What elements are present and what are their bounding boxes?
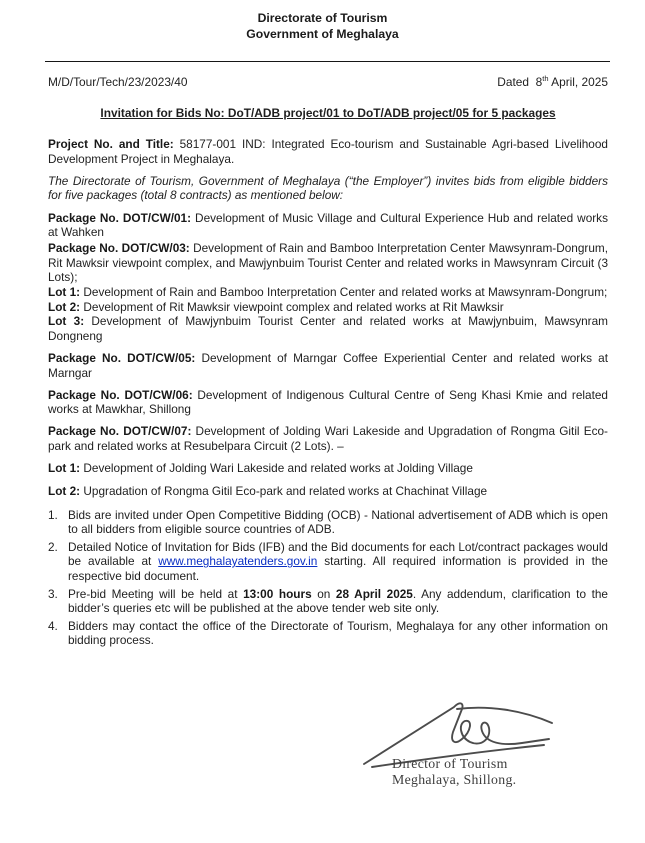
prebid-time: 13:00 hours	[243, 586, 312, 601]
reference-row	[48, 75, 608, 90]
header-divider	[45, 61, 610, 62]
package-03-lot-2: Lot 2: Development of Rit Mawksir viewpoint complex and related works at Rit Mawksir	[48, 299, 504, 314]
project-lead: Project No. and Title:	[48, 137, 174, 152]
package-03-block	[48, 241, 608, 343]
list-item-1: 1. Bids are invited under Open Competitive Bidding (OCB) - National advertisement of ADB which is open to all bidders from eligible source countries of ADB.	[48, 507, 608, 537]
date-ordinal: th	[542, 74, 549, 84]
letterhead	[0, 0, 645, 42]
package-06-paragraph: Package No. DOT/CW/06: Development of Indigenous Cultural Centre of Seng Khasi Kmie and related works at Mawkhar, Shillong	[48, 387, 608, 417]
list-number: 1.	[48, 507, 58, 522]
signatory-title: Director of Tourism	[392, 756, 508, 771]
package-07-paragraph: Package No. DOT/CW/07: Development of Jolding Wari Lakeside and Upgradation of Rongma Gitil Eco-park and related works at Resubelpara Circuit (2 Lots). –	[48, 424, 608, 453]
list-number: 2.	[48, 539, 58, 554]
signatory-location: Meghalaya, Shillong.	[392, 771, 517, 787]
intro-paragraph: The Directorate of Tourism, Government of Meghalaya (“the Employer”) invites bids from eligible bidders for five packages (total 8 contracts) as mentioned below:	[48, 173, 608, 203]
date: Dated 8th April, 2025	[497, 74, 608, 89]
reference-number: M/D/Tour/Tech/23/2023/40	[48, 75, 188, 89]
signatory	[356, 756, 568, 787]
package-01-paragraph: Package No. DOT/CW/01: Development of Music Village and Cultural Experience Hub and related works at Wahken	[48, 210, 608, 240]
package-05-paragraph: Package No. DOT/CW/05: Development of Marngar Coffee Experiential Center and related works at Marngar	[48, 350, 608, 380]
list-number: 3.	[48, 586, 58, 601]
list-number: 4.	[48, 618, 58, 633]
package-03-lot-1: Lot 1: Development of Rain and Bamboo Interpretation Center and related works at Mawsynram-Dongrum;	[48, 285, 608, 300]
package-07-lot-2: Lot 2: Upgradation of Rongma Gitil Eco-park and related works at Chachinat Village	[48, 484, 488, 499]
prebid-date: 28 April 2025	[335, 586, 413, 601]
list-item-2: 2. Detailed Notice of Invitation for Bids (IFB) and the Bid documents for each Lot/contract packages would be available at www.meghalayatenders.gov.in starting. All required information is provided in the respective bid document.	[48, 539, 608, 584]
tender-website-link[interactable]: www.meghalayatenders.gov.in	[158, 554, 318, 569]
org-name: Directorate of Tourism	[257, 11, 388, 25]
document-title: Invitation for Bids No: DoT/ADB project/01 to DoT/ADB project/05 for 5 packages	[100, 105, 556, 120]
package-07-lot-1: Lot 1: Development of Jolding Wari Lakeside and related works at Jolding Village	[48, 461, 473, 476]
package-03-lot-3: Lot 3: Development of Mawjynbuim Tourist Center and related works at Mawjynbuim, Mawsynram Dongneng	[48, 314, 608, 343]
list-item-4: 4. Bidders may contact the office of the Directorate of Tourism, Meghalaya for any other information on bidding process.	[48, 618, 608, 648]
signature-block	[356, 694, 568, 787]
package-03-paragraph: Package No. DOT/CW/03: Development of Rain and Bamboo Interpretation Center Mawsynram-Dongrum, Rit Mawksir viewpoint complex, and Mawjynbuim Tourist Center and related works in Mawsynram Circuit (3 Lots);	[48, 241, 608, 285]
project-paragraph: Project No. and Title: 58177-001 IND: Integrated Eco-tourism and Sustainable Agri-based Livelihood Development Project in Meghalaya.	[48, 137, 608, 166]
govt-name: Government of Meghalaya	[246, 27, 399, 41]
conditions-list	[48, 508, 608, 648]
list-item-3: 3. Pre-bid Meeting will be held at 13:00 hours on 28 April 2025. Any addendum, clarification to the bidder’s queries etc will be published at the above tender web site only.	[48, 586, 608, 616]
